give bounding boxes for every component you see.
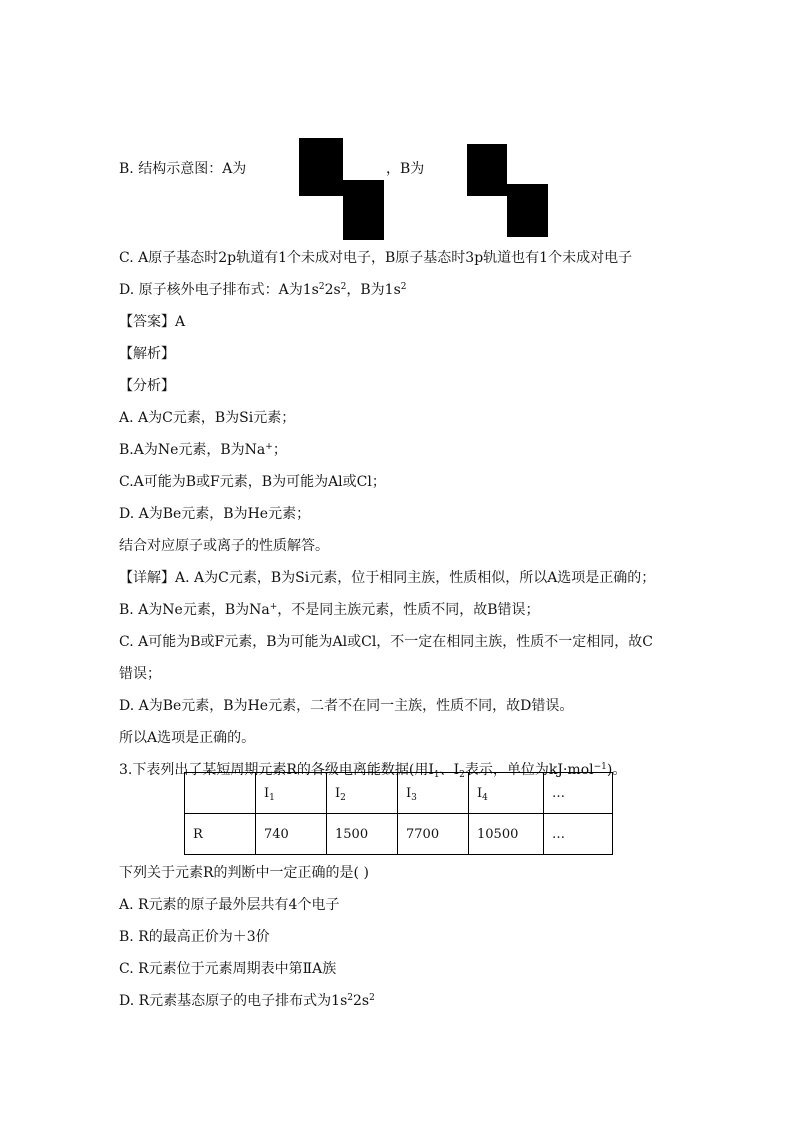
option-d-sup1: 2 xyxy=(318,282,325,292)
table-cell: 7700 xyxy=(398,814,469,855)
option-b xyxy=(119,160,246,178)
header-sub: 1 xyxy=(269,792,275,803)
table-cell xyxy=(544,773,613,814)
table-cell: R xyxy=(185,814,256,855)
header-i: I xyxy=(477,785,483,801)
q3-end: 表示，单位为kJ·mol xyxy=(464,762,594,778)
detail-b xyxy=(119,601,540,619)
table-cell xyxy=(469,773,544,814)
choice-d xyxy=(119,992,375,1010)
table-cell: 1500 xyxy=(327,814,398,855)
choice-d-sup1: 2 xyxy=(347,993,353,1003)
detail-a: 【详解】A. A为C元素，B为Si元素，位于相同主族，性质相似，所以A选项是正确的； xyxy=(119,570,656,586)
detail-b-end: ，不是同主族元素，性质不同，故B错误； xyxy=(277,602,540,618)
analysis-b-sup: + xyxy=(265,442,273,452)
detail-c-cont: 错误； xyxy=(119,666,161,682)
q3-sub1: 1 xyxy=(433,770,440,780)
choice-b: B. R的最高正价为＋3价 xyxy=(119,929,270,945)
analysis-b-end: ； xyxy=(272,442,287,458)
detail-b-sup: + xyxy=(269,602,278,612)
header-sub: 3 xyxy=(411,792,417,803)
detail-b-text: B. A为Ne元素，B为Na xyxy=(119,602,270,618)
detail-conclusion: 所以A选项是正确的。 xyxy=(119,730,256,746)
table-cell: … xyxy=(544,814,613,855)
analysis-a: A. A为C元素，B为Si元素； xyxy=(119,410,296,426)
structure-diagram-b-bottom xyxy=(507,184,548,237)
choice-d-prefix: D. R元素基态原子的电子排布式为1s xyxy=(119,993,348,1009)
analysis-b-text: B.A为Ne元素，B为Na xyxy=(119,442,266,458)
table-cell xyxy=(185,773,256,814)
table-cell xyxy=(398,773,469,814)
q3-close: )。 xyxy=(606,762,627,778)
option-c: C. A原子基态时2p轨道有1个未成对电子，B原子基态时3p轨道也有1个未成对电子 xyxy=(119,250,633,266)
q3-sup: −1 xyxy=(593,762,607,772)
question-3-stem: 下列关于元素R的判断中一定正确的是( ) xyxy=(119,865,369,881)
fenxi-heading: 【分析】 xyxy=(119,378,175,394)
option-d-prefix: D. 原子核外电子排布式：A为1s xyxy=(119,282,319,298)
option-d xyxy=(119,281,407,299)
table-cell xyxy=(256,773,327,814)
table-row xyxy=(185,773,613,814)
q3-sub2: 2 xyxy=(459,770,465,780)
choice-d-sup2: 2 xyxy=(369,993,375,1003)
analysis-c: C.A可能为B或F元素，B为可能为Al或Cl； xyxy=(119,474,386,490)
table-cell: 740 xyxy=(256,814,327,855)
structure-diagram-a-top xyxy=(299,138,343,196)
choice-c: C. R元素位于元素周期表中第ⅡA族 xyxy=(119,961,337,977)
table-cell xyxy=(327,773,398,814)
analysis-d: D. A为Be元素，B为He元素； xyxy=(119,506,311,522)
header-ellipsis: … xyxy=(552,785,565,801)
header-i: I xyxy=(335,785,341,801)
table-row xyxy=(185,814,613,855)
option-d-m1: 2s xyxy=(324,282,341,298)
header-sub: 4 xyxy=(482,792,488,803)
choice-d-m1: 2s xyxy=(353,993,370,1009)
option-d-m2: ，B为1s xyxy=(346,282,401,298)
jiexi-heading: 【解析】 xyxy=(119,346,175,362)
ionization-energy-table xyxy=(184,772,613,855)
q3-mid: 、I xyxy=(439,762,460,778)
choice-a: A. R元素的原子最外层共有4个电子 xyxy=(119,897,340,913)
option-d-sup3: 2 xyxy=(400,282,407,292)
header-sub: 2 xyxy=(340,792,346,803)
detail-c: C. A可能为B或F元素，B为可能为Al或Cl，不一定在相同主族，性质不一定相同，故C xyxy=(119,634,654,650)
analysis-b xyxy=(119,441,287,459)
option-b-mid-text: ，B为 xyxy=(386,161,425,177)
analysis-summary: 结合对应原子或离子的性质解答。 xyxy=(119,538,329,554)
option-b-prefix: B. 结构示意图：A为 xyxy=(119,161,247,177)
table-cell: 10500 xyxy=(469,814,544,855)
option-b-mid xyxy=(386,160,424,178)
detail-d: D. A为Be元素，B为He元素，二者不在同一主族，性质不同，故D错误。 xyxy=(119,698,574,714)
structure-diagram-a-bottom xyxy=(343,180,384,240)
header-i: I xyxy=(264,785,270,801)
structure-diagram-b-top xyxy=(467,144,507,196)
header-i: I xyxy=(406,785,412,801)
option-d-sup2: 2 xyxy=(340,282,347,292)
answer: 【答案】A xyxy=(119,314,186,330)
q3-text: 3.下表列出了某短周期元素R的各级电离能数据(用I xyxy=(119,762,434,778)
